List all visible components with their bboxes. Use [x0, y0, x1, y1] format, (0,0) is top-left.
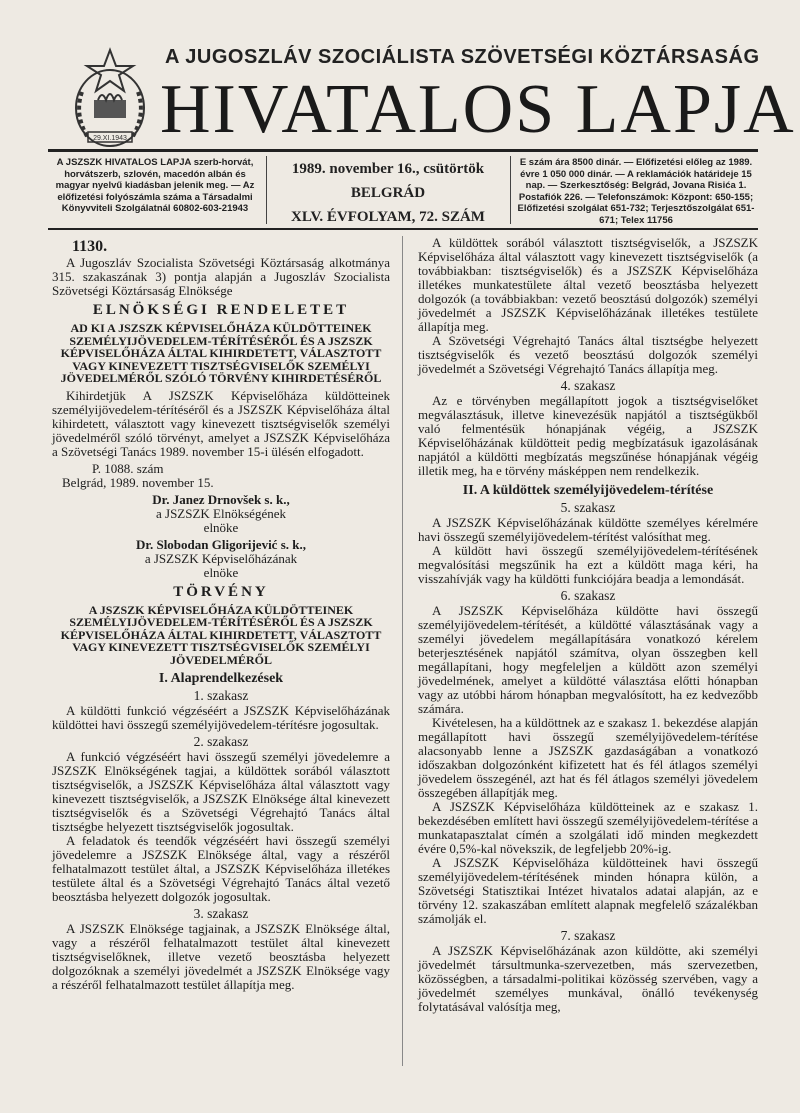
chapter-heading: I. Alaprendelkezések	[158, 671, 284, 686]
section-paragraph: A feladatok és teendők végzéséért havi összegű személyi jövedelemre a JSZSZK Elnöksége által, vagy a részéről felhatalmazott testület által, a JSZSZK Képviselőháza illetékes testülete által és a Szövetségi Végrehajtó Tanács által vezető beosztásba helyezett dolgozók jogosultak.	[52, 833, 390, 904]
issue-info	[270, 157, 506, 229]
intro-paragraph: A Jugoszláv Szocialista Szövetségi Köztársaság alkotmánya 315. szakaszának 3) pontja alapján a Jugoszláv Szocialista Szövetségi Köztársaság Elnöksége	[52, 255, 390, 298]
decree-title: ELNÖKSÉGI RENDELETET	[92, 302, 350, 318]
section-heading: 3. szakasz	[193, 906, 249, 921]
signature-name: Dr. Slobodan Gligorijević s. k.,	[136, 536, 306, 552]
law-subject: A JSZSZK KÉPVISELŐHÁZA KÜLDÖTTEINEK SZEMÉLYIJÖVEDELEM-TÉRÍTÉSÉRŐL ÉS A JSZSZK KÉPVISELŐHÁZA ÁLTAL KIHIRDETETT, VÁLASZTOTT VAGY KINEVEZETT TISZTSÉGVISELŐK SZEMÉLYI JÖVEDELMÉRŐL	[60, 602, 382, 667]
emblem-date: 29.XI.1943	[93, 135, 127, 142]
law-title: TÖRVÉNY	[173, 583, 269, 600]
decree-subject: AD KI A JSZSZK KÉPVISELŐHÁZA KÜLDÖTTEINEK SZEMÉLYIJÖVEDELEM-TÉRÍTÉSÉRŐL ÉS A JSZSZK KÉPVISELŐHÁZA ÁLTAL KIHIRDETETT, VÁLASZTOTT VAGY KINEVEZETT TISZTSÉGVISELŐK SZEMÉLYI JÖVEDELMÉRŐL SZÓLÓ TÖRVÉNY KIHIRDETÉSÉRŐL	[60, 321, 382, 385]
section-paragraph: A küldött havi összegű személyijövedelem-térítésének megvalósítási megszűnik ha ezt a küldött maga kéri, ha visszahívják vagy ha küldötti funkciójára beadja a lemondását.	[418, 543, 758, 586]
section-heading: 4. szakasz	[560, 378, 616, 393]
section-paragraph: A JSZSZK Képviselőházának küldötte személyes kérelmére havi összegű személyijövedelem-térítést valósíthat meg.	[418, 515, 758, 544]
section-heading: 2. szakasz	[193, 734, 249, 749]
publisher-supertitle: A JUGOSZLÁV SZOCIÁLISTA SZÖVETSÉGI KÖZTÁRSASÁG	[165, 46, 760, 68]
section-paragraph: Kivételesen, ha a küldöttnek az e szakasz 1. bekezdése alapján megállapított havi összegű személyijövedelem-térítése alacsonyabb lenne a JSZSZK gazdaságában a vonatkozó időszakban dolgozónként kifizetett hat és fél átlagos személyi jövedelem összegénél, azt hat és fél átlagos személyi jövedelem összegében állapítják meg.	[418, 715, 758, 800]
header-rule-top	[48, 149, 758, 152]
state-emblem-icon	[64, 44, 156, 154]
section-paragraph: A JSZSZK Képviselőháza küldötteinek havi összegű személyijövedelem-térítésének minden hónapra külön, a Szövetségi Statisztikai Intézet hivatalos adatai alapján, az e törvény 12. szakaszában említett alapnak megfelelő százalékban számolják el.	[418, 855, 758, 926]
signature-role: elnöke	[203, 519, 239, 535]
act-number: 1130.	[72, 238, 108, 255]
signature-president-assembly	[52, 538, 390, 580]
issue-date: 1989. november 16., csütörtök	[291, 161, 485, 177]
section-paragraph: Az e törvényben megállapított jogok a tisztségviselőket megválasztásuk, illetve kinevezésük napjától a tisztségükből való felmentésük hónapjának végéig, a JSZSZK Képviselőházának küldötteit pedig megbízatásuk igazolásának napjától a küldötti megbízatás megszűnése hónapjának végéig illetik meg, ha e törvény másképpen nem rendelkezik.	[418, 393, 758, 478]
reference-number: P. 1088. szám	[92, 460, 164, 476]
gazette-title: HIVATALOS LAPJA	[160, 71, 796, 148]
left-column	[52, 236, 390, 992]
signature-role: a JSZSZK Elnökségének	[156, 505, 286, 521]
publication-info: A JSZSZK HIVATALOS LAPJA szerb-horvát, horvátszerb, szlovén, macedón albán és magyar nyelvű kiadásban jelenik meg. — Az előfizetési folyószámla száma a Társadalmi Könyvviteli Szolgálatnál 60802-603-21943	[55, 157, 255, 214]
signature-role: a JSZSZK Képviselőházának	[144, 550, 298, 566]
right-column	[418, 236, 758, 1014]
issue-city: BELGRÁD	[350, 185, 426, 201]
price-contact-info: E szám ára 8500 dinár. — Előfizetési előleg az 1989. évre 1 050 000 dinár. — A reklamációk határideje 15 nap. — Szerkesztőség: Belgrád, Jovana Risića 1. Postafiók 226. — Telefonszámok: Központ: 650-155; Előfizetési szolgálat 651-732; Terjesztőszolgálat 651-671; Telex 11756	[517, 157, 755, 226]
section-paragraph: A Szövetségi Végrehajtó Tanács által tisztségbe helyezett tisztségviselők és vezető beosztású dolgozók személyi jövedelmét a Szövetségi Végrehajtó Tanács állapítja meg.	[418, 333, 758, 376]
header-divider-right	[510, 156, 511, 224]
section-paragraph: A JSZSZK Képviselőházának azon küldötte, aki személyi jövedelmét társultmunka-szervezetben, más szervezetben, közösségben, a társadalmi-politikai közösség szervében, vagy a jövedelmét személyes munkával, önálló tevékenység folytatásával valósítja meg,	[418, 943, 758, 1014]
section-paragraph: A küldöttek sorából választott tisztségviselők, a JSZSZK Képviselőháza által választott vagy kinevezett tisztségviselők (a továbbiakban: tisztségviselők) és a JSZSZK Képviselőháza illetékes munkatestülete által vezető beosztásba helyezett dolgozók (a továbbiakban: vezető beosztású dolgozók) személyi jövedelmét a JSZSZK Képviselőházának illetékes testülete állapítja meg.	[418, 235, 758, 334]
column-divider	[402, 236, 403, 1066]
section-paragraph: A funkció végzéséért havi összegű személyi jövedelemre a JSZSZK Elnökségének tagjai, a küldöttek sorából választott tisztségviselők, a JSZSZK Képviselőháza által választott vagy kinevezett tisztségviselők, a JSZSZK Elnöksége által kinevezett tisztségviselők és a Szövetségi Végrehajtó Tanács által tisztségbe helyezett tisztségviselők jogosultak.	[52, 749, 390, 834]
section-paragraph: A JSZSZK Elnöksége tagjainak, a JSZSZK Elnöksége által, vagy a részéről felhatalmazott testület által kinevezett tisztségviselőknek, illetve vezető beosztásba helyezett dolgozóknak a személyi jövedelmét a JSZSZK Elnöksége vagy a részéről felhatalmazott testület állapítja meg.	[52, 921, 390, 992]
header-divider-left	[266, 156, 267, 224]
signature-role: elnöke	[203, 564, 239, 580]
reference-place-date: Belgrád, 1989. november 15.	[62, 474, 214, 490]
section-heading: 1. szakasz	[193, 688, 249, 703]
section-paragraph: A küldötti funkció végzéséért a JSZSZK Képviselőházának küldöttei havi összegű személyijövedelem-térítésre jogosultak.	[52, 703, 390, 732]
promulgation-paragraph: Kihirdetjük A JSZSZK Képviselőháza küldötteinek személyijövedelem-térítéséről és a JSZSZK Képviselőháza által kihirdetett, választott vagy kinevezett tisztségviselők személyi jövedelméről szóló törvényt, amelyet a JSZSZK Képviselőháza a Szövetségi Tanács 1989. november 15-i ülésén elfogadott.	[52, 387, 390, 459]
chapter-heading: II. A küldöttek személyijövedelem-térítése	[462, 483, 714, 498]
issue-volume: XLV. ÉVFOLYAM, 72. SZÁM	[291, 209, 485, 225]
section-heading: 7. szakasz	[560, 928, 616, 943]
header-rule-bottom	[48, 228, 758, 230]
section-paragraph: A JSZSZK Képviselőháza küldötteinek az e szakasz 1. bekezdésében említett havi összegű személyijövedelem-térítése a munkatapasztalat címén a szolgálati idő minden megkezdett évére 0,5%-kal növekszik, de legfeljebb 20%-ig.	[418, 799, 758, 856]
signature-president-presidency	[52, 493, 390, 535]
section-heading: 5. szakasz	[560, 500, 616, 515]
section-paragraph: A JSZSZK Képviselőháza küldötte havi összegű személyijövedelem-térítését, a küldötté választásának vagy a személyi jövedelem megállapítására vonatkozó kérelem beterjesztésének napjától számítva, olyan összegben kell megállapítani, hogy megfeleljen a küldött azon személyi jövedelmének, amelyet a küldötté választása előtti hónapban vagy az utóbbi három hónapban megvalósított, ha ez kedvezőbb számára.	[418, 603, 758, 716]
signature-name: Dr. Janez Drnovšek s. k.,	[152, 491, 290, 507]
section-heading: 6. szakasz	[560, 588, 616, 603]
